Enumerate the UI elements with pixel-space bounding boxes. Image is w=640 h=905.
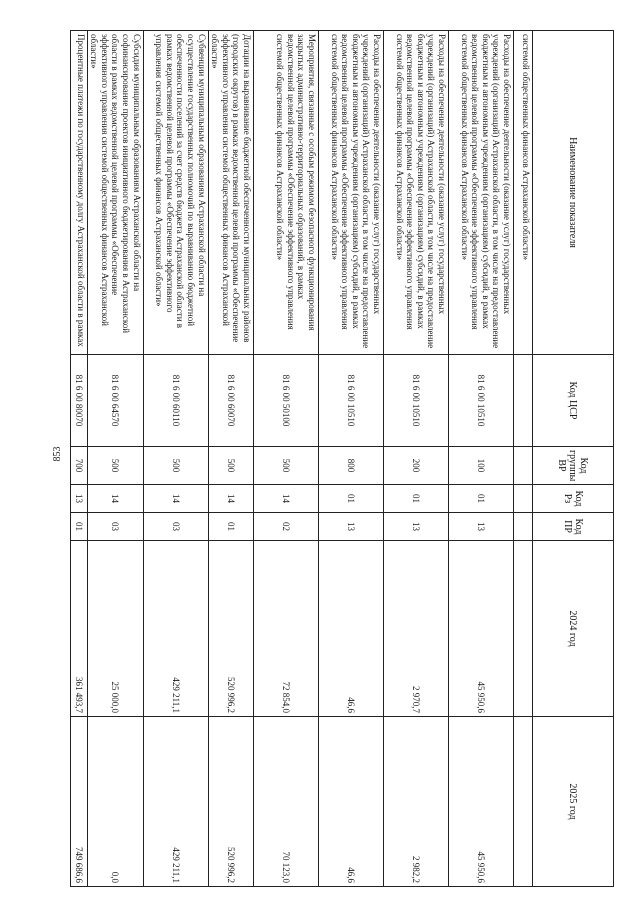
- table-row: [208, 31, 253, 887]
- cell-vr: 700: [70, 447, 87, 485]
- cell-pr: 13: [384, 513, 449, 541]
- header-vr: Код группы ВР: [533, 447, 614, 485]
- cell-name: Расходы на обеспечение деятельности (оказание услуг) государственных учреждений (организаций) Астраханской области, в том числе на предоставление бюджетным и автономным учреждениям (организациям) субсидий, в рамках ведомственной целевой программы «Обеспечение эффективного управления системой общественных финансов Астраханской области»: [319, 31, 384, 355]
- header-row: [533, 31, 614, 887]
- table-row: [70, 31, 87, 887]
- table-row: [449, 31, 514, 887]
- cell-csr: 81 6 00 50100: [254, 355, 319, 447]
- cell-name: Субсидия муниципальным образованиям Астраханской области на софинансирование проектов инициативного бюджетирования в Астраханской области в рамках ведомственной целевой программы «Обеспечение эффективного управления системой общественных финансов Астраханской области»: [87, 31, 143, 355]
- cell-pr: 01: [208, 513, 253, 541]
- cell-2025: 46,6: [319, 717, 384, 887]
- cell-name: системой общественных финансов Астраханской области»: [514, 31, 533, 355]
- table-row: [254, 31, 319, 887]
- cell-csr: 81 6 00 10510: [449, 355, 514, 447]
- cell-pr: 13: [319, 513, 384, 541]
- cell-rz: 14: [208, 485, 253, 513]
- cell-vr: 100: [449, 447, 514, 485]
- cell-2025: 70 123,0: [254, 717, 319, 887]
- cell-rz: [514, 485, 533, 513]
- cell-2024: 45 950,6: [449, 541, 514, 717]
- cell-pr: 01: [70, 513, 87, 541]
- header-2024: 2024 год: [533, 541, 614, 717]
- cell-name: Расходы на обеспечение деятельности (оказание услуг) государственных учреждений (организаций) Астраханской области, в том числе на предоставление бюджетным и автономным учреждениям (организациям) субсидий, в рамках ведомственной целевой программы «Обеспечение эффективного управления системой общественных финансов Астраханской области»: [449, 31, 514, 355]
- table-row: [384, 31, 449, 887]
- cell-csr: 81 6 00 80070: [70, 355, 87, 447]
- cell-vr: 800: [319, 447, 384, 485]
- cell-vr: 500: [254, 447, 319, 485]
- budget-table: [70, 30, 614, 887]
- cell-2024: 25 000,0: [87, 541, 143, 717]
- table-row: [319, 31, 384, 887]
- cell-csr: [514, 355, 533, 447]
- header-rz: Код Рз: [533, 485, 614, 513]
- cell-vr: [514, 447, 533, 485]
- cell-rz: 01: [319, 485, 384, 513]
- cell-2025: 520 996,2: [208, 717, 253, 887]
- cell-rz: 14: [143, 485, 208, 513]
- cell-2025: 45 950,6: [449, 717, 514, 887]
- cell-rz: 01: [384, 485, 449, 513]
- cell-name: Расходы на обеспечение деятельности (оказание услуг) государственных учреждений (организаций) Астраханской области, в том числе на предоставление бюджетным и автономным учреждениям (организациям) субсидий, в рамках ведомственной целевой программы «Обеспечение эффективного управления системой общественных финансов Астраханской области»: [384, 31, 449, 355]
- page-number: 853: [52, 446, 63, 462]
- cell-name: Дотации на выравнивание бюджетной обеспеченности муниципальных районов (городских округов) в рамках ведомственной целевой программы «Обеспечение эффективного управления системой общественных финансов Астраханской области»: [208, 31, 253, 355]
- budget-table-rotated: [73, 30, 614, 886]
- header-name: Наименование показателя: [533, 31, 614, 355]
- table-row: [514, 31, 533, 887]
- header-2025: 2025 год: [533, 717, 614, 887]
- cell-vr: 200: [384, 447, 449, 485]
- cell-name: Процентные платежи по государственному долгу Астраханской области в рамках: [70, 31, 87, 355]
- header-csr: Код ЦСР: [533, 355, 614, 447]
- table-row: [143, 31, 208, 887]
- cell-2024: 72 854,0: [254, 541, 319, 717]
- cell-csr: 81 6 00 10510: [319, 355, 384, 447]
- cell-rz: 13: [70, 485, 87, 513]
- cell-rz: 14: [87, 485, 143, 513]
- cell-rz: 01: [449, 485, 514, 513]
- cell-2025: 749 686,6: [70, 717, 87, 887]
- cell-2024: [514, 541, 533, 717]
- cell-vr: 500: [208, 447, 253, 485]
- cell-csr: 81 6 00 60110: [143, 355, 208, 447]
- cell-vr: 500: [87, 447, 143, 485]
- cell-pr: 02: [254, 513, 319, 541]
- cell-2025: 2 982,2: [384, 717, 449, 887]
- cell-pr: 13: [449, 513, 514, 541]
- cell-csr: 81 6 00 64570: [87, 355, 143, 447]
- cell-2024: 46,6: [319, 541, 384, 717]
- table-row: [87, 31, 143, 887]
- cell-csr: 81 6 00 60070: [208, 355, 253, 447]
- cell-rz: 14: [254, 485, 319, 513]
- cell-pr: 03: [143, 513, 208, 541]
- cell-name: Субвенции муниципальным образованиям Астраханской области на осуществление государственных полномочий по выравниванию бюджетной обеспеченности поселений за счет средств бюджета Астраханской области в рамках ведомственной целевой программы «Обеспечение эффективного управления системой общественных финансов Астраханской области»: [143, 31, 208, 355]
- cell-csr: 81 6 00 10510: [384, 355, 449, 447]
- cell-vr: 500: [143, 447, 208, 485]
- cell-2024: 2 970,7: [384, 541, 449, 717]
- cell-2025: [514, 717, 533, 887]
- cell-pr: [514, 513, 533, 541]
- header-pr: Код ПР: [533, 513, 614, 541]
- cell-2024: 361 493,7: [70, 541, 87, 717]
- cell-pr: 03: [87, 513, 143, 541]
- cell-2024: 429 211,1: [143, 541, 208, 717]
- cell-2024: 520 996,2: [208, 541, 253, 717]
- cell-2025: 429 211,1: [143, 717, 208, 887]
- cell-name: Мероприятия, связанные с особым режимом безопасного функционирования закрытых административно-территориальных образований, в рамках ведомственной целевой программы «Обеспечение эффективного управления системой общественных финансов Астраханской области»: [254, 31, 319, 355]
- cell-2025: 0,0: [87, 717, 143, 887]
